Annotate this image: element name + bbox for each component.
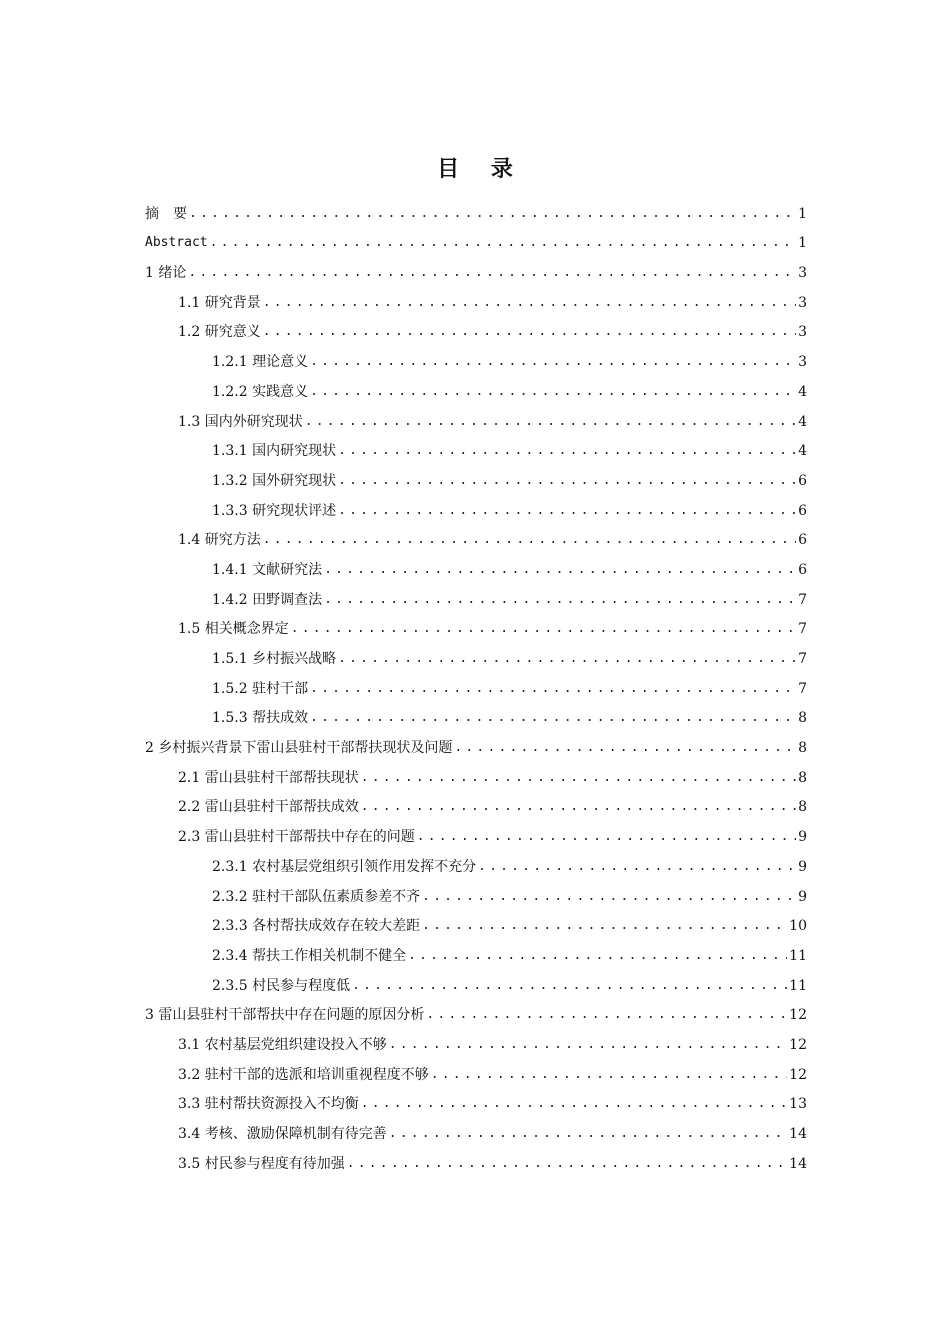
- toc-entry[interactable]: [145, 846, 807, 876]
- toc-entry[interactable]: [145, 341, 807, 371]
- toc-entry[interactable]: [145, 698, 807, 728]
- toc-entry-label: 2.3.5 村民参与程度低: [212, 977, 351, 994]
- toc-entry-label: 1.5 相关概念界定: [178, 621, 289, 638]
- toc-page-number: 4: [798, 413, 807, 430]
- toc-entry[interactable]: [145, 223, 807, 253]
- table-of-contents: [145, 193, 807, 1173]
- toc-page-number: 3: [798, 354, 807, 371]
- toc-leader-dots: [338, 442, 796, 460]
- toc-leader-dots: [389, 1125, 787, 1143]
- toc-page-number: 4: [798, 383, 807, 400]
- toc-entry[interactable]: [145, 579, 807, 609]
- toc-entry[interactable]: [145, 1143, 807, 1173]
- toc-entry-label: 2.3.1 农村基层党组织引领作用发挥不充分: [212, 858, 477, 875]
- toc-entry-label: 3.1 农村基层党组织建设投入不够: [178, 1036, 387, 1053]
- toc-leader-dots: [478, 858, 796, 876]
- toc-entry-label: 2.2 雷山县驻村干部帮扶成效: [178, 799, 359, 816]
- toc-entry[interactable]: [145, 609, 807, 639]
- toc-page-number: 10: [789, 918, 807, 935]
- toc-page-number: 13: [789, 1096, 807, 1113]
- toc-entry-label: Abstract: [145, 235, 208, 251]
- toc-leader-dots: [324, 561, 796, 579]
- toc-page-number: 14: [789, 1155, 807, 1172]
- toc-entry[interactable]: [145, 520, 807, 550]
- toc-entry[interactable]: [145, 1054, 807, 1084]
- toc-entry[interactable]: [145, 935, 807, 965]
- toc-page-number: 9: [798, 829, 807, 846]
- toc-leader-dots: [361, 1095, 787, 1113]
- toc-page-number: 7: [798, 621, 807, 638]
- toc-leader-dots: [263, 531, 796, 549]
- toc-entry-label: 3 雷山县驻村干部帮扶中存在问题的原因分析: [145, 1007, 425, 1024]
- toc-entry[interactable]: [145, 1024, 807, 1054]
- toc-entry-label: 3.5 村民参与程度有待加强: [178, 1155, 345, 1172]
- toc-leader-dots: [361, 769, 796, 787]
- toc-page-number: 9: [798, 888, 807, 905]
- toc-leader-dots: [188, 264, 796, 282]
- toc-page-number: 12: [789, 1007, 807, 1024]
- toc-entry-label: 1.5.1 乡村振兴战略: [212, 651, 337, 667]
- toc-page-number: 3: [798, 324, 807, 341]
- toc-page-number: 7: [798, 680, 807, 697]
- toc-entry-label: 1.4 研究方法: [178, 532, 261, 549]
- toc-page-number: 11: [789, 947, 807, 964]
- toc-page-number: 3: [798, 265, 807, 282]
- toc-entry[interactable]: [145, 1084, 807, 1114]
- toc-leader-dots: [408, 947, 787, 965]
- toc-leader-dots: [263, 323, 796, 341]
- toc-entry[interactable]: [145, 787, 807, 817]
- toc-entry[interactable]: [145, 490, 807, 520]
- toc-page-number: 8: [798, 710, 807, 727]
- toc-page-number: 4: [798, 443, 807, 460]
- toc-entry[interactable]: [145, 312, 807, 342]
- toc-leader-dots: [310, 709, 796, 727]
- toc-entry-label: 1.1 研究背景: [178, 294, 261, 311]
- toc-entry[interactable]: [145, 876, 807, 906]
- toc-entry[interactable]: [145, 460, 807, 490]
- toc-leader-dots: [454, 739, 796, 757]
- toc-leader-dots: [263, 294, 796, 312]
- toc-page-number: 8: [798, 799, 807, 816]
- toc-entry[interactable]: [145, 1113, 807, 1143]
- toc-entry-label: 3.2 驻村干部的选派和培训重视程度不够: [178, 1066, 429, 1083]
- toc-page-number: 12: [789, 1036, 807, 1053]
- toc-entry-label: 1.4.2 田野调查法: [212, 591, 323, 608]
- toc-leader-dots: [210, 234, 796, 252]
- toc-entry-label: 1 绪论: [145, 265, 187, 282]
- toc-page-number: 7: [798, 651, 807, 667]
- toc-leader-dots: [422, 888, 796, 906]
- toc-entry-label: 2.3.3 各村帮扶成效存在较大差距: [212, 918, 421, 935]
- toc-entry[interactable]: [145, 965, 807, 995]
- toc-page-number: 6: [798, 532, 807, 549]
- toc-entry-label: 1.2 研究意义: [178, 324, 261, 341]
- toc-leader-dots: [310, 680, 796, 698]
- toc-page-number: 7: [798, 591, 807, 608]
- toc-entry-label: 1.5.2 驻村干部: [212, 680, 309, 697]
- toc-page-number: 14: [789, 1126, 807, 1142]
- toc-entry[interactable]: [145, 638, 807, 668]
- toc-entry-label: 2 乡村振兴背景下雷山县驻村干部帮扶现状及问题: [145, 740, 453, 757]
- toc-leader-dots: [310, 353, 796, 371]
- toc-entry-label: 1.3.1 国内研究现状: [212, 443, 337, 460]
- toc-page-number: 12: [789, 1066, 807, 1083]
- toc-leader-dots: [417, 828, 796, 846]
- toc-entry[interactable]: [145, 995, 807, 1025]
- toc-entry-label: 2.3 雷山县驻村干部帮扶中存在的问题: [178, 829, 415, 846]
- toc-page-number: 9: [798, 858, 807, 875]
- toc-entry-label: 1.4.1 文献研究法: [212, 561, 323, 578]
- toc-entry[interactable]: [145, 727, 807, 757]
- toc-entry-label: 1.3.2 国外研究现状: [212, 472, 337, 489]
- toc-leader-dots: [347, 1155, 787, 1173]
- toc-entry-label: 2.1 雷山县驻村干部帮扶现状: [178, 769, 359, 786]
- toc-leader-dots: [389, 1036, 787, 1054]
- toc-entry[interactable]: [145, 431, 807, 461]
- toc-entry[interactable]: [145, 549, 807, 579]
- toc-leader-dots: [291, 620, 796, 638]
- toc-page-number: 1: [798, 205, 807, 222]
- toc-entry[interactable]: [145, 252, 807, 282]
- toc-leader-dots: [426, 1006, 787, 1024]
- toc-entry-label: 3.4 考核、激励保障机制有待完善: [178, 1126, 387, 1142]
- toc-leader-dots: [338, 472, 796, 490]
- toc-leader-dots: [189, 205, 796, 223]
- toc-page-number: 6: [798, 472, 807, 489]
- toc-leader-dots: [422, 917, 787, 935]
- toc-page-number: 3: [798, 294, 807, 311]
- toc-title: 目 录: [437, 157, 525, 182]
- toc-leader-dots: [431, 1066, 787, 1084]
- toc-leader-dots: [338, 502, 796, 520]
- toc-entry-label: 1.5.3 帮扶成效: [212, 710, 309, 727]
- toc-leader-dots: [305, 413, 796, 431]
- toc-entry-label: 3.3 驻村帮扶资源投入不均衡: [178, 1096, 359, 1113]
- toc-page-number: 8: [798, 769, 807, 786]
- toc-entry-label: 2.3.2 驻村干部队伍素质参差不齐: [212, 888, 421, 905]
- toc-entry[interactable]: [145, 371, 807, 401]
- toc-entry-label: 1.2.2 实践意义: [212, 383, 309, 400]
- toc-leader-dots: [310, 383, 796, 401]
- toc-entry[interactable]: [145, 816, 807, 846]
- toc-leader-dots: [361, 798, 796, 816]
- toc-page-number: 6: [798, 561, 807, 578]
- toc-leader-dots: [352, 977, 787, 995]
- toc-page-number: 8: [798, 740, 807, 757]
- toc-entry[interactable]: [145, 282, 807, 312]
- toc-page-number: 6: [798, 502, 807, 519]
- toc-entry[interactable]: [145, 668, 807, 698]
- toc-entry[interactable]: [145, 401, 807, 431]
- toc-entry-label: 1.3.3 研究现状评述: [212, 502, 337, 519]
- toc-leader-dots: [324, 591, 796, 609]
- toc-entry-label: 摘 要: [145, 205, 187, 222]
- toc-entry[interactable]: [145, 193, 807, 223]
- toc-entry[interactable]: [145, 906, 807, 936]
- toc-entry[interactable]: [145, 757, 807, 787]
- toc-entry-label: 1.3 国内外研究现状: [178, 413, 303, 430]
- toc-leader-dots: [338, 650, 796, 668]
- toc-entry-label: 2.3.4 帮扶工作相关机制不健全: [212, 947, 407, 964]
- toc-page-number: 1: [798, 235, 807, 252]
- toc-page-number: 11: [789, 977, 807, 994]
- toc-entry-label: 1.2.1 理论意义: [212, 354, 309, 371]
